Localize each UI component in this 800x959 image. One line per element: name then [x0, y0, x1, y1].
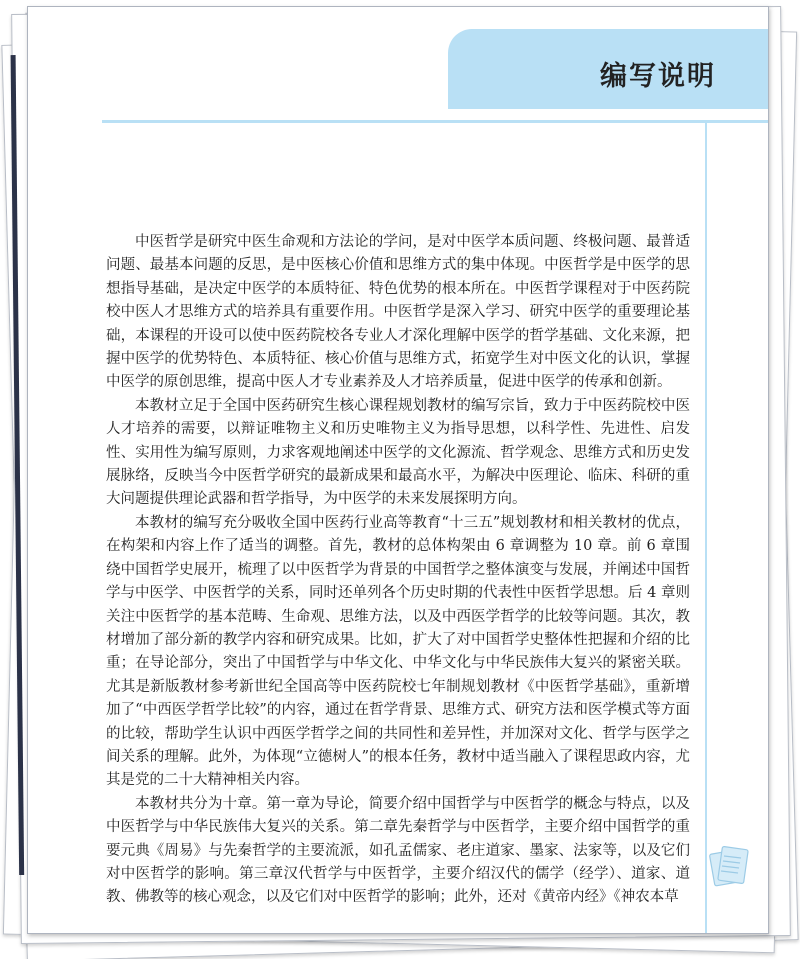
margin-rule — [705, 120, 707, 933]
book-stack-icon — [708, 842, 754, 890]
paragraph: 本教材立足于全国中医药研究生核心课程规划教材的编写宗旨，致力于中医药院校中医人才培养的需要，以辩证唯物主义和历史唯物主义为指导思想，以科学性、先进性、启发性、实用性为编写原则，力求客观地阐述中医学的文化源流、哲学观念、思维方式和历史发展脉络，反映当今中医哲学研究的最新成果和最高水平，为解决中医理论、临床、科研的重大问题提供理论武器和哲学指导，为中医学的未来发展探明方向。 — [106, 397, 690, 508]
page-title: 编写说明 — [600, 61, 716, 92]
paragraph: 本教材共分为十章。第一章为导论，简要介绍中国哲学与中医哲学的概念与特点，以及中医哲学与中华民族伟大复兴的关系。第二章先秦哲学与中医哲学，主要介绍中国哲学的重要元典《周易》与先秦哲学的主要流派，如孔孟儒家、老庄道家、墨家、法家等，以及它们对中医哲学的影响。第三章汉代哲学与中医哲学，主要介绍汉代的儒学（经学）、道家、道教、佛教等的核心观念，以及它们对中医哲学的影响；此外，还对《黄帝内经》《神农本草 — [106, 795, 690, 906]
paragraph: 本教材的编写充分吸收全国中医药行业高等教育“十三五”规划教材和相关教材的优点，在构架和内容上作了适当的调整。首先，教材的总体构架由 6 章调整为 10 章。前 6 章围绕中国哲学史展开，梳理了以中医哲学为背景的中国哲学之整体演变与发展，并阐述中国哲学与中医学、中医哲学的关系，同时还单列各个历史时期的代表性中医哲学思想。后 4 章则关注中医哲学的基本范畴、生命观、思维方法，以及中西医学哲学的比较等问题。其次，教材增加了部分新的教学内容和研究成果。比如，扩大了对中国哲学史整体性把握和介绍的比重；在导论部分，突出了中国哲学与中华文化、中华文化与中华民族伟大复兴的紧密关联。尤其是新版教材参考新世纪全国高等中医药院校七年制规划教材《中医哲学基础》，重新增加了“中西医学哲学比较”的内容，通过在哲学背景、思维方式、研究方法和医学模式等方面的比较，帮助学生认识中西医学哲学之间的共同性和差异性，并加深对文化、哲学与医学之间关系的理解。此外，为体现“立德树人”的根本任务，教材中适当融入了课程思政内容，尤其是党的二十大精神相关内容。 — [106, 514, 690, 789]
header-rule — [102, 120, 768, 123]
document-page — [27, 6, 769, 934]
title-banner — [448, 29, 768, 109]
paragraph: 中医哲学是研究中医生命观和方法论的学问，是对中医学本质问题、终极问题、最普适问题、最基本问题的反思，是中医核心价值和思维方式的集中体现。中医哲学是中医学的思想指导基础，是决定中医学的本质特征、特色优势的根本所在。中医哲学课程对于中医药院校中医人才思维方式的培养具有重要作用。中医哲学是深入学习、研究中医学的重要理论基础，本课程的开设可以使中医药院校各专业人才深化理解中医学的哲学基础、文化来源，把握中医学的优势特色、本质特征、核心价值与思维方式，拓宽学生对中医文化的认识，掌握中医学的原创思维，提高中医人才专业素养及人才培养质量，促进中医学的传承和创新。 — [106, 234, 690, 391]
body-text — [106, 231, 690, 910]
